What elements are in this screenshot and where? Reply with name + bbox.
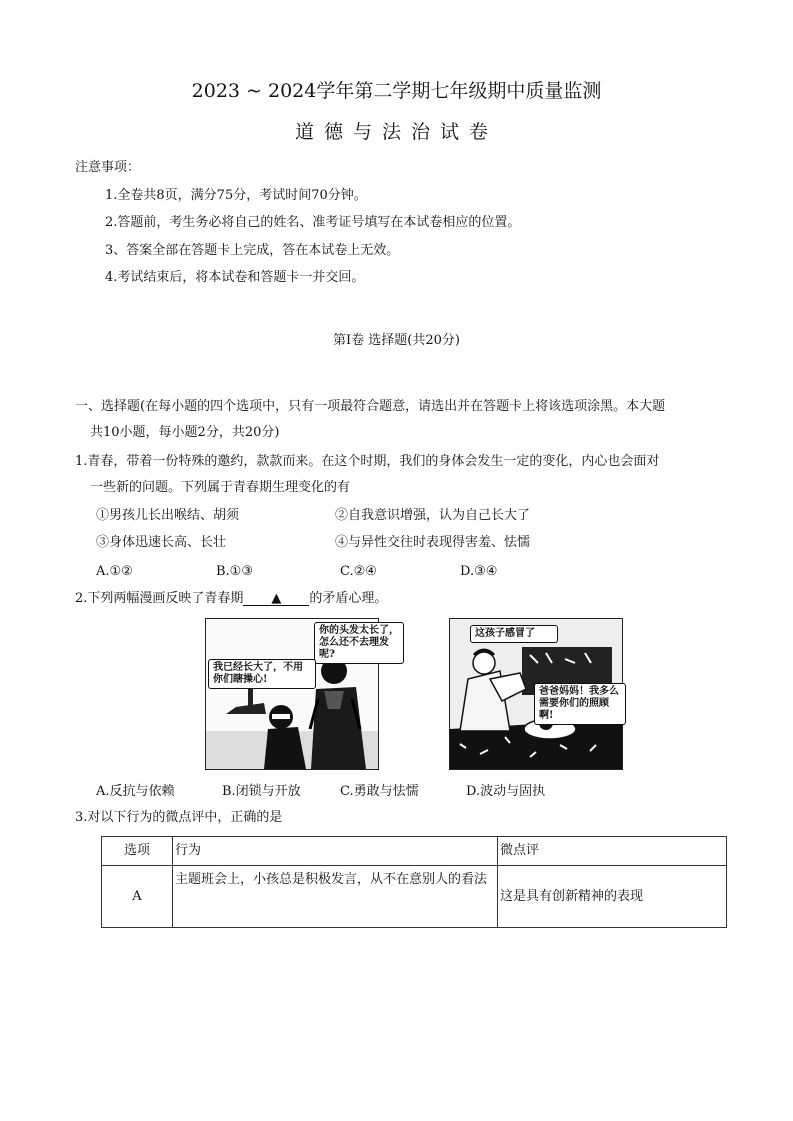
table-header: 行为 <box>173 837 498 866</box>
table-header: 选项 <box>102 837 173 866</box>
table-cell: A <box>102 866 173 928</box>
q1-option-d: D.③④ <box>460 564 498 579</box>
table-cell: 主题班会上，小孩总是积极发言，从不在意别人的看法 <box>173 866 498 928</box>
exam-title: 2023 ~ 2024学年第二学期七年级期中质量监测 <box>191 80 602 102</box>
cartoon-left <box>205 618 399 770</box>
q1-option-a: A.①② <box>96 564 133 579</box>
part1-instruction-cont: 共10小题，每小题2分，共20分) <box>90 425 280 440</box>
triangle-icon: ▲ <box>271 591 282 606</box>
q1-option-c: C.②④ <box>340 564 377 579</box>
q1-statement: ④与异性交往时表现得害羞、怯懦 <box>335 535 531 550</box>
speech-bubble: 爸爸妈妈！我多么需要你们的照顾啊! <box>534 683 626 725</box>
notice-item: 2.答题前，考生务必将自己的姓名、准考证号填写在本试卷相应的位置。 <box>105 215 521 230</box>
exam-subtitle: 道德与法治试卷 <box>294 121 498 143</box>
speech-bubble: 我已经长大了，不用你们瞎操心! <box>208 659 316 689</box>
q1-option-b: B.①③ <box>216 564 253 579</box>
q2-option-d: D.波动与固执 <box>466 784 546 799</box>
q1-statement: ③身体迅速长高、长壮 <box>96 535 227 550</box>
answer-blank <box>243 591 309 606</box>
table-header: 微点评 <box>498 837 727 866</box>
q3-table <box>101 836 727 928</box>
part1-instruction: 一、选择题(在每小题的四个选项中，只有一项最符合题意，请选出并在答题卡上将该选项涂黑。本大题 <box>75 399 666 414</box>
q1-stem-cont: 一些新的问题。下列属于青春期生理变化的有 <box>90 480 351 495</box>
speech-bubble: 你的头发太长了，怎么还不去理发呢? <box>314 622 404 664</box>
notice-item: 3、答案全部在答题卡上完成，答在本试卷上无效。 <box>105 243 400 258</box>
cartoon-right <box>449 618 623 770</box>
q1-statement: ②自我意识增强，认为自己长大了 <box>335 508 531 523</box>
q2-option-c: C.勇敢与怯懦 <box>340 784 419 799</box>
q2-option-a: A.反抗与依赖 <box>96 784 175 799</box>
notice-heading: 注意事项： <box>75 160 141 175</box>
notice-item: 4.考试结束后，将本试卷和答题卡一并交回。 <box>105 270 365 285</box>
q2-stem-before: 2.下列两幅漫画反映了青春期 <box>75 591 244 606</box>
speech-bubble: 这孩子感冒了 <box>470 625 558 643</box>
notice-item: 1.全卷共8页，满分75分，考试时间70分钟。 <box>105 188 367 203</box>
q2-stem-after: 的矛盾心理。 <box>309 591 388 606</box>
q2-option-b: B.闭锁与开放 <box>222 784 301 799</box>
table-cell: 这是具有创新精神的表现 <box>498 866 727 928</box>
table-row <box>102 866 727 928</box>
q1-stem: 1.青春，带着一份特殊的邀约，款款而来。在这个时期，我们的身体会发生一定的变化，内心也会面对 <box>75 454 660 469</box>
q2-stem <box>75 591 387 607</box>
table-header-row <box>102 837 727 866</box>
q1-statement: ①男孩儿长出喉结、胡须 <box>96 508 240 523</box>
q3-stem: 3.对以下行为的微点评中，正确的是 <box>75 810 283 825</box>
section-title: 第Ⅰ卷 选择题(共20分) <box>333 333 460 348</box>
